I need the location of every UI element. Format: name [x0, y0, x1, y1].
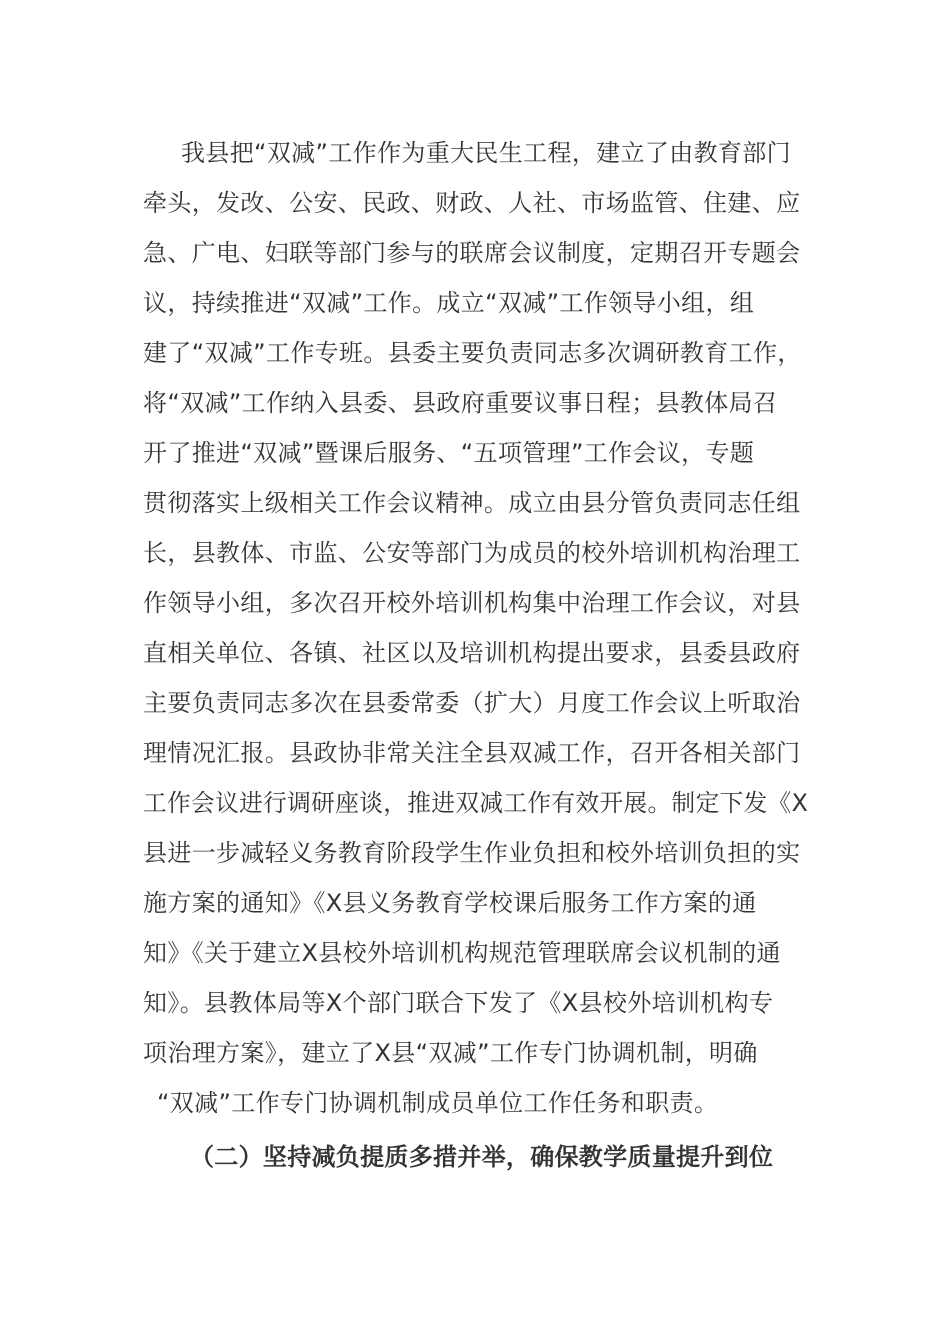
paragraph-line: 急、广电、妇联等部门参与的联席会议制度，定期召开专题会	[143, 239, 801, 267]
paragraph-line: 牵头，发改、公安、民政、财政、人社、市场监管、住建、应	[143, 189, 801, 217]
paragraph-line: 长，县教体、市监、公安等部门为成员的校外培训机构治理工	[143, 539, 801, 567]
paragraph-line: 主要负责同志多次在县委常委（扩大）月度工作会议上听取治	[143, 689, 801, 717]
paragraph-line: 知》《关于建立X县校外培训机构规范管理联席会议机制的通	[143, 939, 781, 967]
paragraph-line: 工作会议进行调研座谈，推进双减工作有效开展。制定下发《X	[143, 789, 809, 817]
paragraph-line: 作领导小组，多次召开校外培训机构集中治理工作会议，对县	[143, 589, 801, 617]
paragraph-line: 项治理方案》，建立了X县“双减”工作专门协调机制，明确	[143, 1039, 758, 1067]
section-heading: （二）坚持减负提质多措并举，确保教学质量提升到位	[190, 1143, 774, 1171]
paragraph-line: 议，持续推进“双减”工作。成立“双减”工作领导小组，组	[143, 289, 755, 317]
paragraph-line: 理情况汇报。县政协非常关注全县双减工作，召开各相关部门	[143, 739, 801, 767]
paragraph-line: “双减”工作专门协调机制成员单位工作任务和职责。	[157, 1089, 719, 1117]
paragraph-line: 将“双减”工作纳入县委、县政府重要议事日程；县教体局召	[143, 389, 778, 417]
paragraph-line: 施方案的通知》《X县义务教育学校课后服务工作方案的通	[143, 889, 757, 917]
paragraph-line: 我县把“双减”工作作为重大民生工程，建立了由教育部门	[181, 139, 791, 167]
paragraph-line: 开了推进“双减”暨课后服务、“五项管理”工作会议，专题	[143, 439, 755, 467]
paragraph-line: 知》。县教体局等X个部门联合下发了《X县校外培训机构专	[143, 989, 774, 1017]
paragraph-line: 建了“双减”工作专班。县委主要负责同志多次调研教育工作，	[143, 339, 802, 367]
paragraph-line: 贯彻落实上级相关工作会议精神。成立由县分管负责同志任组	[143, 489, 801, 517]
paragraph-line: 县进一步减轻义务教育阶段学生作业负担和校外培训负担的实	[143, 839, 801, 867]
paragraph-line: 直相关单位、各镇、社区以及培训机构提出要求，县委县政府	[143, 639, 801, 667]
